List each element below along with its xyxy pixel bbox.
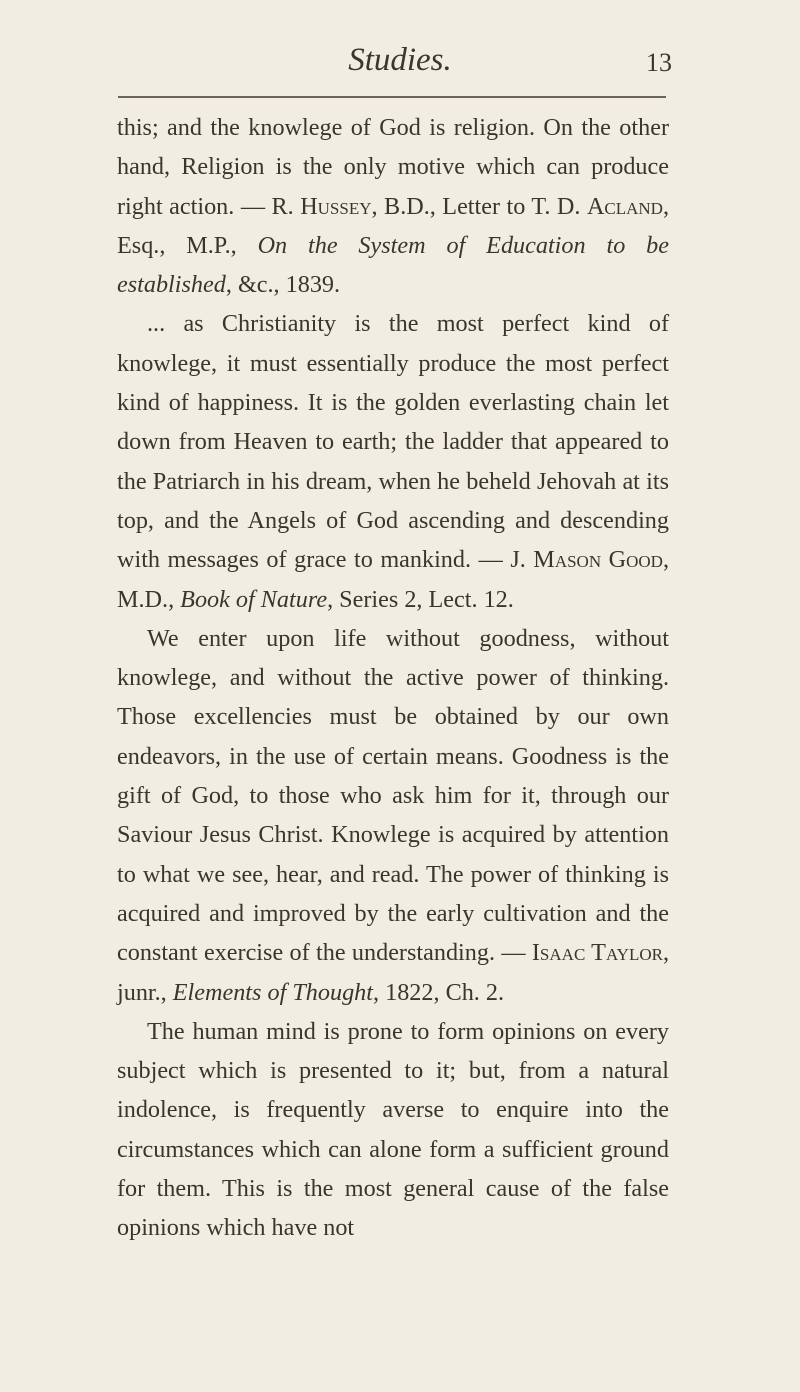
work-title: On the System of Education to be established — [117, 231, 669, 299]
paragraph-3 — [117, 619, 669, 1012]
citation-tail: , 1822, Ch. 2. — [373, 978, 505, 1006]
citation-text: , B.D., Letter to T. D. — [371, 192, 587, 220]
author-name: J. Mason Good — [510, 546, 663, 574]
paragraph-text: The human mind is prone to form opinions on every subject which is presented to it; but, from a natural indolence, is frequently averse to enquire into the circumstances which can alone form a sufficient ground for them. This is the most general cause of the false opinions which have not — [117, 1017, 669, 1242]
paragraph-text: We enter upon life without goodness, without knowlege, and without the active power of thinking. Those excellencies must be obtained by our own endeavors, in the use of certain means. Goodness is the gift of God, to those who ask him for it, through our Saviour Jesus Christ. Knowlege is acquired by attention to what we see, hear, and read. The power of thinking is acquired and improved by the early cultivation and the constant exercise of the understanding. — — [117, 624, 669, 967]
citation-tail: , &c., 1839. — [225, 271, 341, 299]
running-title: Studies. — [348, 42, 452, 78]
paragraph-4 — [117, 1012, 669, 1248]
citation-tail: , Series 2, Lect. 12. — [327, 585, 514, 613]
paragraph-text: ... as Christianity is the most perfect kind of knowlege, it must essentially produce the most perfect kind of happiness. It is the golden everlasting chain let down from Heaven to earth; the ladder that appeared to the Patriarch in his dream, when he beheld Jehovah at its top, and the Angels of God ascending and descending with messages of grace to mankind. — — [117, 310, 669, 574]
citation-text: , junr., — [117, 939, 670, 1006]
work-title: Book of Nature — [180, 585, 328, 613]
body-text — [117, 108, 669, 1248]
header-rule — [118, 96, 666, 98]
author-name: Isaac Taylor — [531, 939, 663, 967]
page-number: 13 — [646, 48, 672, 77]
author-name: R. Hussey — [271, 192, 372, 220]
paragraph-2 — [117, 304, 669, 618]
recipient-name: Acland — [586, 192, 663, 220]
work-title: Elements of Thought — [172, 978, 373, 1006]
paragraph-1 — [117, 108, 669, 304]
citation-text: , Esq., M.P., — [117, 192, 670, 259]
citation-text: , M.D., — [117, 546, 669, 613]
paragraph-text: this; and the knowlege of God is religion. On the other hand, Religion is the only motive which can produce right action. — — [117, 114, 669, 220]
page-header — [0, 36, 800, 76]
